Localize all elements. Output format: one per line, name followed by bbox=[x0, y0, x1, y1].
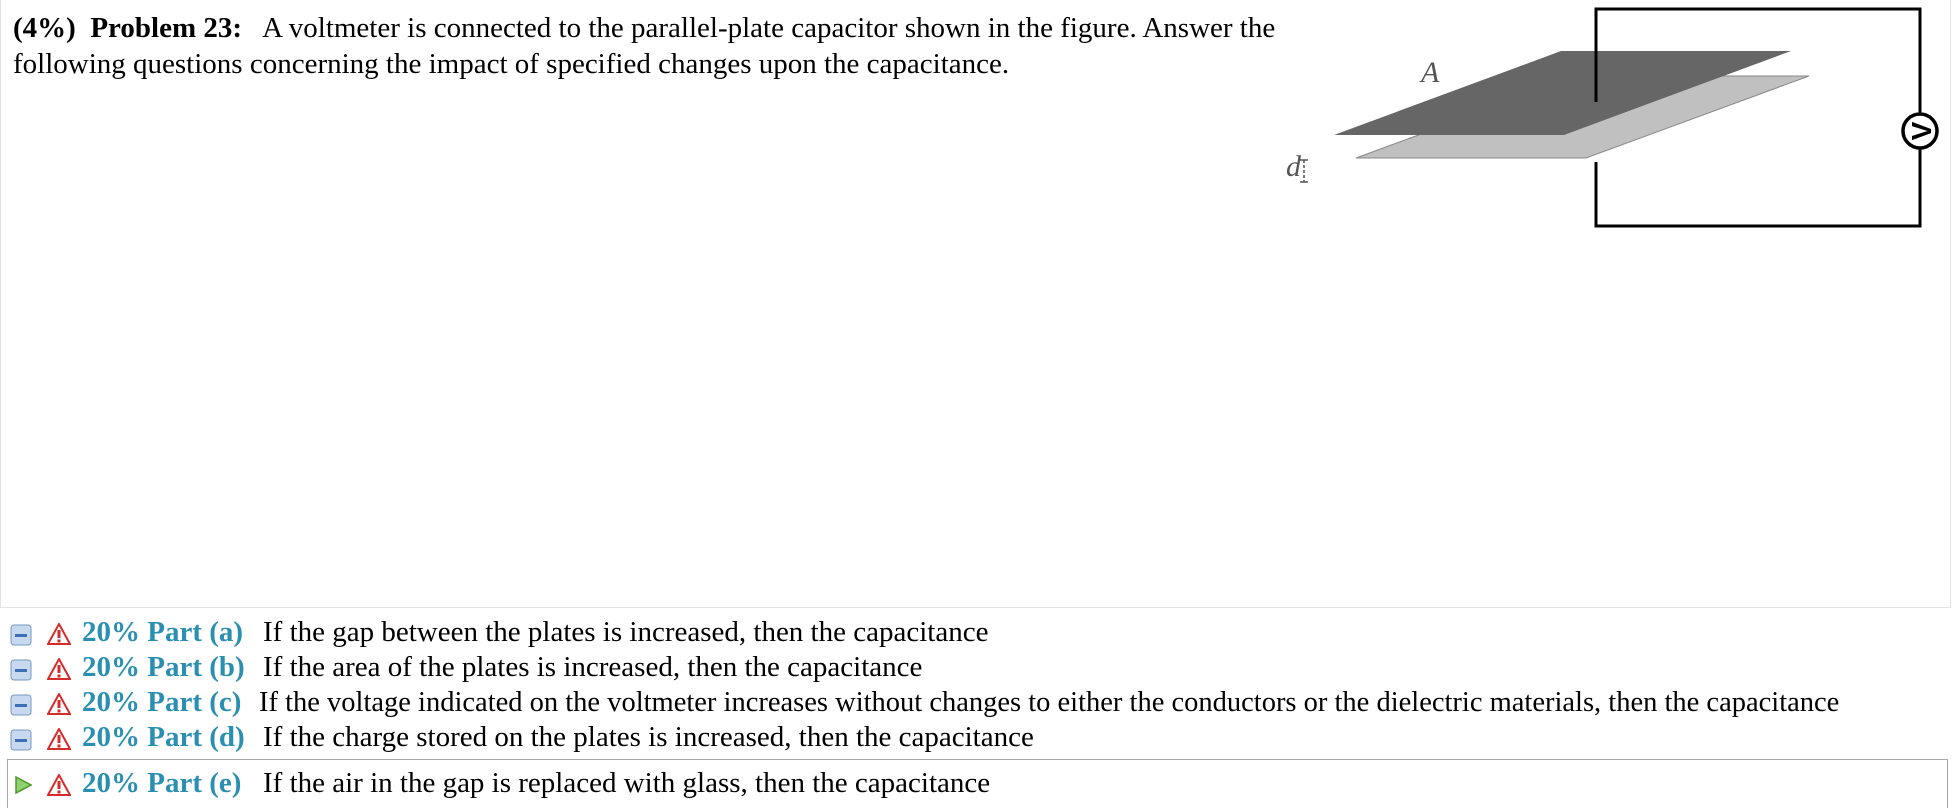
part-b-label: 20% Part (b) bbox=[82, 651, 245, 683]
part-c-text: If the voltage indicated on the voltmeter increases without changes to either the conductors or the dielectric materials, then the capacitance bbox=[259, 687, 1840, 718]
gap-label: d bbox=[1286, 150, 1301, 183]
warning-icon bbox=[47, 658, 71, 680]
area-label: A bbox=[1421, 56, 1440, 89]
minus-box-icon[interactable] bbox=[10, 624, 32, 646]
warning-icon bbox=[47, 774, 71, 796]
problem-number: Problem 23: bbox=[90, 12, 243, 44]
minus-box-icon[interactable] bbox=[10, 694, 32, 716]
gap-marker bbox=[1300, 160, 1308, 182]
svg-text:V: V bbox=[1906, 121, 1937, 141]
problem-text: A voltmeter is connected to the parallel-plate capacitor shown in the figure. Answer the following questions concerning the impact of specified changes upon the capacitance. bbox=[13, 12, 1276, 80]
warning-icon bbox=[47, 728, 71, 750]
minus-box-icon[interactable] bbox=[10, 729, 32, 751]
part-a-text: If the gap between the plates is increased, then the capacitance bbox=[263, 616, 989, 648]
part-d-text: If the charge stored on the plates is increased, then the capacitance bbox=[263, 721, 1034, 753]
part-a-label: 20% Part (a) bbox=[82, 616, 244, 648]
part-c-row[interactable] bbox=[0, 685, 1954, 720]
problem-statement bbox=[13, 10, 1283, 82]
part-a-row[interactable] bbox=[0, 615, 1954, 650]
part-c-label: 20% Part (c) bbox=[82, 686, 242, 718]
wire-bottom bbox=[1596, 144, 1920, 226]
problem-weight: (4%) bbox=[13, 12, 76, 44]
part-b-row[interactable] bbox=[0, 650, 1954, 685]
part-e-row[interactable] bbox=[0, 766, 1954, 801]
voltmeter-icon bbox=[1903, 114, 1937, 148]
capacitor-figure bbox=[1286, 2, 1946, 232]
part-e-label: 20% Part (e) bbox=[82, 767, 242, 799]
part-b-text: If the area of the plates is increased, then the capacitance bbox=[263, 651, 923, 683]
part-d-row[interactable] bbox=[0, 720, 1954, 755]
part-e-text: If the air in the gap is replaced with glass, then the capacitance bbox=[263, 767, 991, 799]
warning-icon bbox=[47, 693, 71, 715]
play-arrow-icon[interactable] bbox=[14, 776, 32, 794]
warning-icon bbox=[47, 623, 71, 645]
minus-box-icon[interactable] bbox=[10, 659, 32, 681]
part-d-label: 20% Part (d) bbox=[82, 721, 245, 753]
